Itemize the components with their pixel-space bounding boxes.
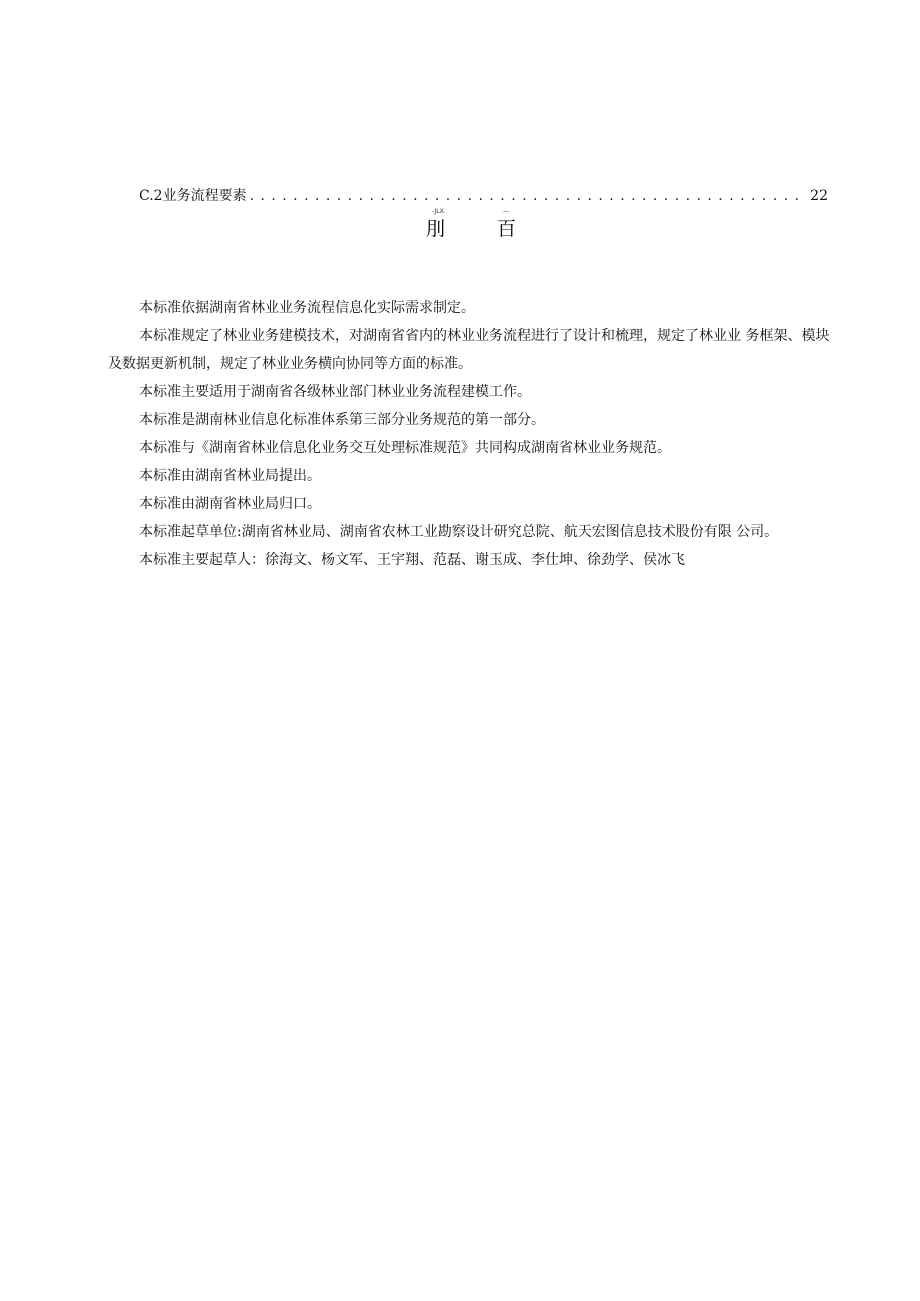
- heading-char-left: 刖: [426, 218, 446, 240]
- toc-entry-page-number: 22: [810, 188, 828, 204]
- paragraph: 本标准是湖南林业信息化标准体系第三部分业务规范的第一部分。: [139, 412, 545, 428]
- paragraph: 本标准主要起草人：徐海文、杨文军、王宇翔、范磊、谢玉成、李仕坤、徐劲学、侯冰飞: [139, 552, 685, 568]
- paragraph: 本标准与《湖南省林业信息化业务交互处理标准规范》共同构成湖南省林业业务规范。: [139, 440, 671, 456]
- paragraph: 本标准由湖南省林业局提出。: [139, 468, 321, 484]
- paragraph: 本标准依据湖南省林业业务流程信息化实际需求制定。: [139, 300, 475, 316]
- toc-entry-label: C.2业务流程要素: [139, 188, 247, 204]
- heading-mark-left: -JLX.: [432, 208, 446, 215]
- heading-mark-right: —: [503, 208, 509, 215]
- heading-char-right: 百: [497, 218, 517, 240]
- paragraph: 本标准由湖南省林业局归口。: [139, 496, 321, 512]
- toc-leader-dots: [250, 186, 808, 206]
- paragraph: 本标准规定了林业业务建模技术，对湖南省省内的林业业务流程进行了设计和梳理，规定了林业业 务框架、模块及数据更新机制，规定了林业业务横向协同等方面的标准。: [108, 328, 830, 372]
- toc-entry[interactable]: [139, 186, 828, 206]
- paragraph: 本标准起草单位:湖南省林业局、湖南省农林工业勘察设计研究总院、航天宏图信息技术股份有限 公司。: [139, 524, 779, 540]
- paragraph: 本标准主要适用于湖南省各级林业部门林业业务流程建模工作。: [139, 384, 531, 400]
- section-heading: [0, 208, 920, 248]
- foreword-body: [108, 294, 840, 574]
